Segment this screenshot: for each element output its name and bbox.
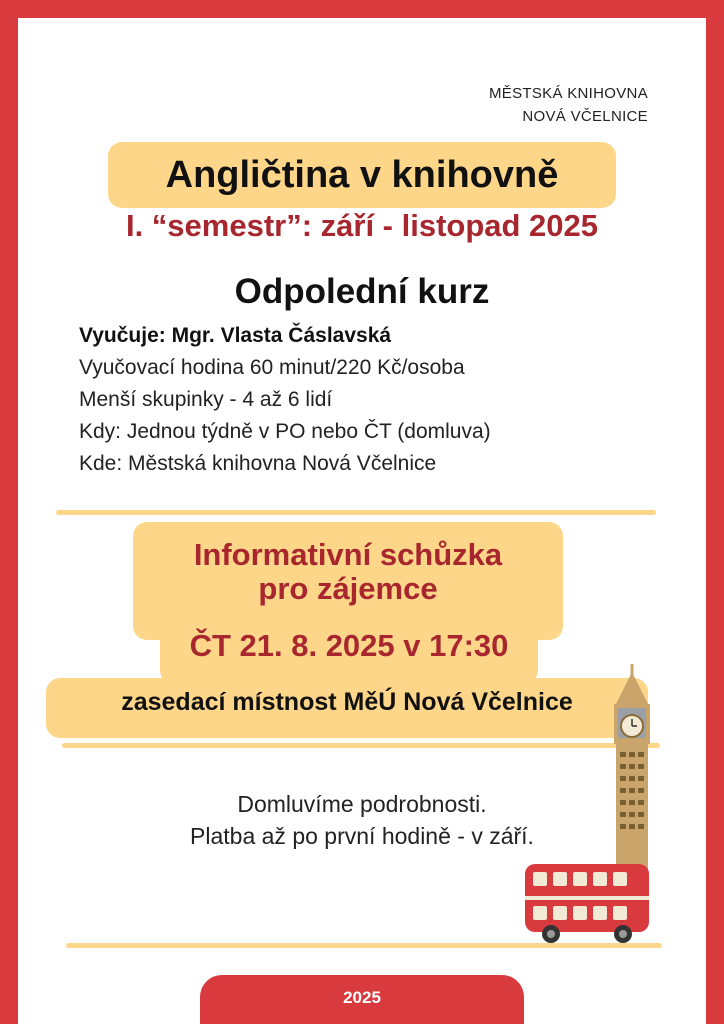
big-ben-icon <box>608 664 656 874</box>
poster-title: Angličtina v knihovně <box>165 154 559 196</box>
where-line: Kde: Městská knihovna Nová Včelnice <box>79 452 437 475</box>
divider-middle <box>62 743 660 748</box>
organization-line-2: NOVÁ VČELNICE <box>522 108 648 125</box>
organization-line-1: MĚSTSKÁ KNIHOVNA <box>489 85 648 102</box>
lesson-price-line: Vyučovací hodina 60 minut/220 Kč/osoba <box>79 356 465 379</box>
group-size-line: Menší skupinky - 4 až 6 lidí <box>79 388 333 411</box>
semester-heading: I. “semestr”: září - listopad 2025 <box>125 208 599 243</box>
poster-page <box>18 18 706 1024</box>
meeting-date: ČT 21. 8. 2025 v 17:30 <box>189 628 509 663</box>
meeting-title-line-1: Informativní schůzka <box>193 537 503 572</box>
notes-line-1: Domluvíme podrobnosti. <box>237 791 487 817</box>
double-decker-bus-icon <box>523 858 653 946</box>
meeting-title-line-2: pro zájemce <box>258 571 438 606</box>
meeting-place: zasedací místnost MěÚ Nová Včelnice <box>121 688 573 716</box>
when-line: Kdy: Jednou týdně v PO nebo ČT (domluva) <box>79 420 491 443</box>
course-type-heading: Odpolední kurz <box>234 272 490 311</box>
divider-top <box>56 510 656 515</box>
teacher-line: Vyučuje: Mgr. Vlasta Čáslavská <box>79 324 392 347</box>
notes <box>18 788 706 852</box>
divider-bottom <box>66 943 662 948</box>
notes-line-2: Platba až po první hodině - v září. <box>190 823 534 849</box>
footer-year: 2025 <box>343 988 381 1007</box>
meeting-title <box>133 538 563 606</box>
organization-name <box>489 82 648 128</box>
course-details <box>79 320 491 480</box>
